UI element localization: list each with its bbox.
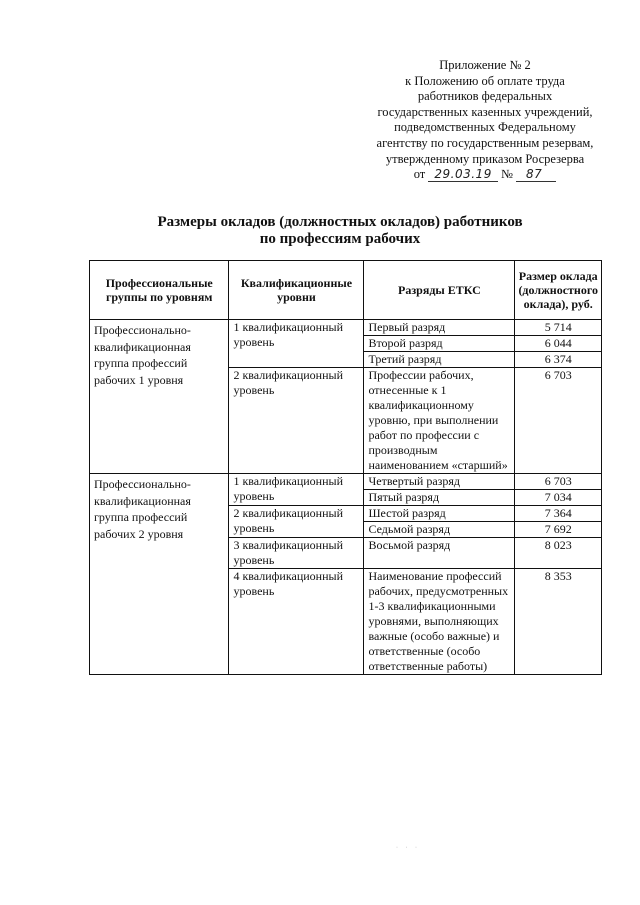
appendix-line: к Положению об оплате труда	[405, 73, 565, 88]
group-name: Профессионально-квалификационная группа профессий рабочих 1 уровня	[90, 320, 229, 474]
header-level: Квалификационные уровни	[229, 261, 364, 320]
appendix-line: работников федеральных	[417, 89, 553, 104]
title-line-1: Размеры окладов (должностных окладов) работников	[157, 214, 523, 230]
appendix-header	[320, 58, 640, 183]
appendix-line: Приложение № 2	[439, 58, 531, 72]
header-group: Профессиональные группы по уровням	[90, 261, 229, 320]
header-amount: Размер оклада (должностного оклада), руб.	[515, 261, 602, 320]
amount-cell: 7 034	[515, 490, 602, 506]
amount-cell: 7 364	[515, 506, 602, 522]
level-name: 4 квалификационный уровень	[229, 569, 364, 675]
header-grade: Разряды ЕТКС	[364, 261, 515, 320]
number-prefix: №	[500, 167, 513, 182]
table-row	[90, 474, 602, 490]
appendix-line: государственных казенных учреждений,	[377, 104, 593, 119]
amount-cell: 7 692	[515, 522, 602, 538]
level-name: 2 квалификационный уровень	[229, 506, 364, 538]
grade-cell: Восьмой разряд	[364, 538, 515, 569]
appendix-line: агентству по государственным резервам,	[376, 135, 594, 150]
amount-cell: 8 353	[515, 569, 602, 675]
grade-cell: Четвертый разряд	[364, 474, 515, 490]
amount-cell: 5 714	[515, 320, 602, 336]
grade-cell: Третий разряд	[364, 352, 515, 368]
amount-cell: 6 703	[515, 368, 602, 474]
amount-cell: 8 023	[515, 538, 602, 569]
grade-cell: Наименование профессий рабочих, предусмотренных 1-3 квалификационными уровнями, выполняющих важные (особо важные) и ответственные (особо ответственные работы)	[364, 569, 515, 675]
handwritten-date: 29.03.19	[428, 168, 497, 182]
grade-cell: Профессии рабочих, отнесенные к 1 квалификационному уровню, при выполнении работ по профессии с производным наименованием «старший»	[364, 368, 515, 474]
grade-cell: Пятый разряд	[364, 490, 515, 506]
document-title	[0, 214, 640, 248]
level-name: 3 квалификационный уровень	[229, 538, 364, 569]
appendix-date-line	[320, 167, 640, 183]
level-name: 1 квалификационный уровень	[229, 474, 364, 506]
amount-cell: 6 374	[515, 352, 602, 368]
amount-cell: 6 703	[515, 474, 602, 490]
title-line-2: по профессиям рабочих	[259, 231, 421, 247]
table-header-row	[90, 261, 602, 320]
handwritten-number: 87	[516, 168, 556, 182]
grade-cell: Седьмой разряд	[364, 522, 515, 538]
date-prefix: от	[413, 167, 426, 182]
grade-cell: Шестой разряд	[364, 506, 515, 522]
grade-cell: Второй разряд	[364, 336, 515, 352]
scan-artifact: · · ·	[396, 845, 420, 851]
level-name: 2 квалификационный уровень	[229, 368, 364, 474]
appendix-line: утвержденному приказом Росрезерва	[385, 151, 585, 166]
grade-cell: Первый разряд	[364, 320, 515, 336]
group-name: Профессионально-квалификационная группа профессий рабочих 2 уровня	[90, 474, 229, 675]
salary-table	[89, 260, 602, 675]
table-row	[90, 320, 602, 336]
appendix-line: подведомственных Федеральному	[394, 120, 576, 135]
amount-cell: 6 044	[515, 336, 602, 352]
level-name: 1 квалификационный уровень	[229, 320, 364, 368]
